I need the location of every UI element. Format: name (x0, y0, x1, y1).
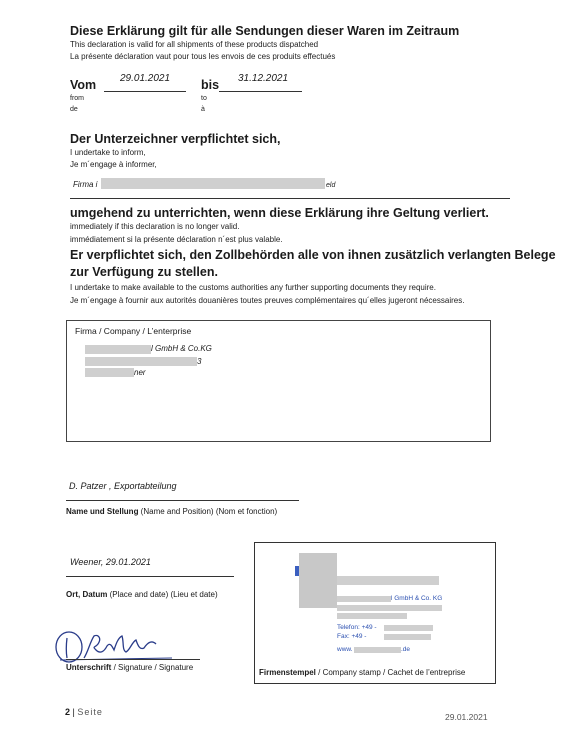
signatory-label: Name und Stellung (Name and Position) (Nom et fonction) (66, 507, 278, 516)
company-address-end: 3 (197, 357, 202, 366)
inform-fr: immédiatement si la présente déclaration n´est plus valable. (70, 235, 283, 244)
to-label: bis (201, 78, 220, 92)
redaction-bar (337, 613, 407, 619)
stamp-fax: Fax: +49 - (337, 633, 367, 640)
redaction-bar (85, 368, 134, 377)
logo-redaction (299, 553, 337, 608)
place-date-value: Weener, 29.01.2021 (70, 557, 151, 567)
declaration-heading-en: This declaration is valid for all shipments of these products dispatched (70, 40, 319, 49)
company-name-end: l GmbH & Co.KG (151, 344, 212, 353)
firma-line (70, 198, 510, 199)
stamp-web-end: .de (401, 646, 411, 653)
redaction-bar (85, 357, 197, 366)
redaction-bar (354, 647, 401, 653)
from-date-line (104, 91, 186, 92)
documents-heading-line1: Er verpflichtet sich, den Zollbehörden alle von ihnen zusätzlich verlangten Belege (70, 248, 556, 262)
redaction-bar (101, 178, 325, 189)
place-date-label: Ort, Datum (Place and date) (Lieu et date) (66, 590, 218, 599)
documents-heading-line2: zur Verfügung zu stellen. (70, 265, 218, 279)
redaction-bar (337, 596, 391, 602)
signature-line (66, 659, 200, 660)
inform-en: immediately if this declaration is no longer valid. (70, 222, 240, 231)
footer-date: 29.01.2021 (445, 712, 488, 722)
company-box (66, 320, 491, 442)
declaration-heading-fr: La présente déclaration vaut pour tous les envois de ces produits effectués (70, 52, 336, 61)
undertake-fr: Je m´engage à informer, (70, 160, 157, 169)
to-label-fr: à (201, 106, 205, 113)
page-number: 2 | Seite (65, 707, 103, 717)
declaration-heading: Diese Erklärung gilt für alle Sendungen dieser Waren im Zeitraum (70, 24, 460, 38)
inform-heading: umgehend zu unterrichten, wenn diese Erklärung ihre Geltung verliert. (70, 206, 489, 220)
firma-text-end: eld (326, 182, 336, 189)
stamp-company-name: l GmbH & Co. KG (391, 595, 443, 602)
redaction-bar (384, 634, 431, 640)
firma-text-start: Firma i (73, 180, 98, 189)
to-date-line (219, 91, 302, 92)
signatory-line (66, 500, 299, 501)
documents-fr: Je m´engage à fournir aux autorités douanières toutes preuves complémentaires qu´elles jugeront nécessaires. (70, 296, 465, 305)
redaction-bar (337, 576, 439, 585)
redaction-bar (85, 345, 151, 354)
stamp-web-start: www. (337, 646, 353, 653)
place-date-line (66, 576, 234, 577)
from-label-en: from (70, 95, 84, 102)
signature-label: Unterschrift / Signature / Signature (66, 663, 194, 672)
company-box-label: Firma / Company / L’enterprise (75, 326, 192, 336)
redaction-bar (384, 625, 433, 631)
undertake-heading: Der Unterzeichner verpflichtet sich, (70, 132, 281, 146)
redaction-bar (337, 605, 442, 611)
logo-mark (295, 566, 299, 576)
from-date: 29.01.2021 (120, 73, 171, 84)
to-label-en: to (201, 95, 207, 102)
undertake-en: I undertake to inform, (70, 148, 146, 157)
from-label: Vom (70, 78, 97, 92)
stamp-phone: Telefon: +49 - (337, 624, 377, 631)
company-city-end: ner (134, 368, 146, 377)
documents-en: I undertake to make available to the customs authorities any further supporting documents they require. (70, 283, 436, 292)
from-label-fr: de (70, 106, 78, 113)
to-date: 31.12.2021 (238, 73, 289, 84)
stamp-label: Firmenstempel / Company stamp / Cachet de l’entreprise (259, 668, 466, 677)
signatory-name: D. Patzer , Exportabteilung (69, 481, 177, 491)
